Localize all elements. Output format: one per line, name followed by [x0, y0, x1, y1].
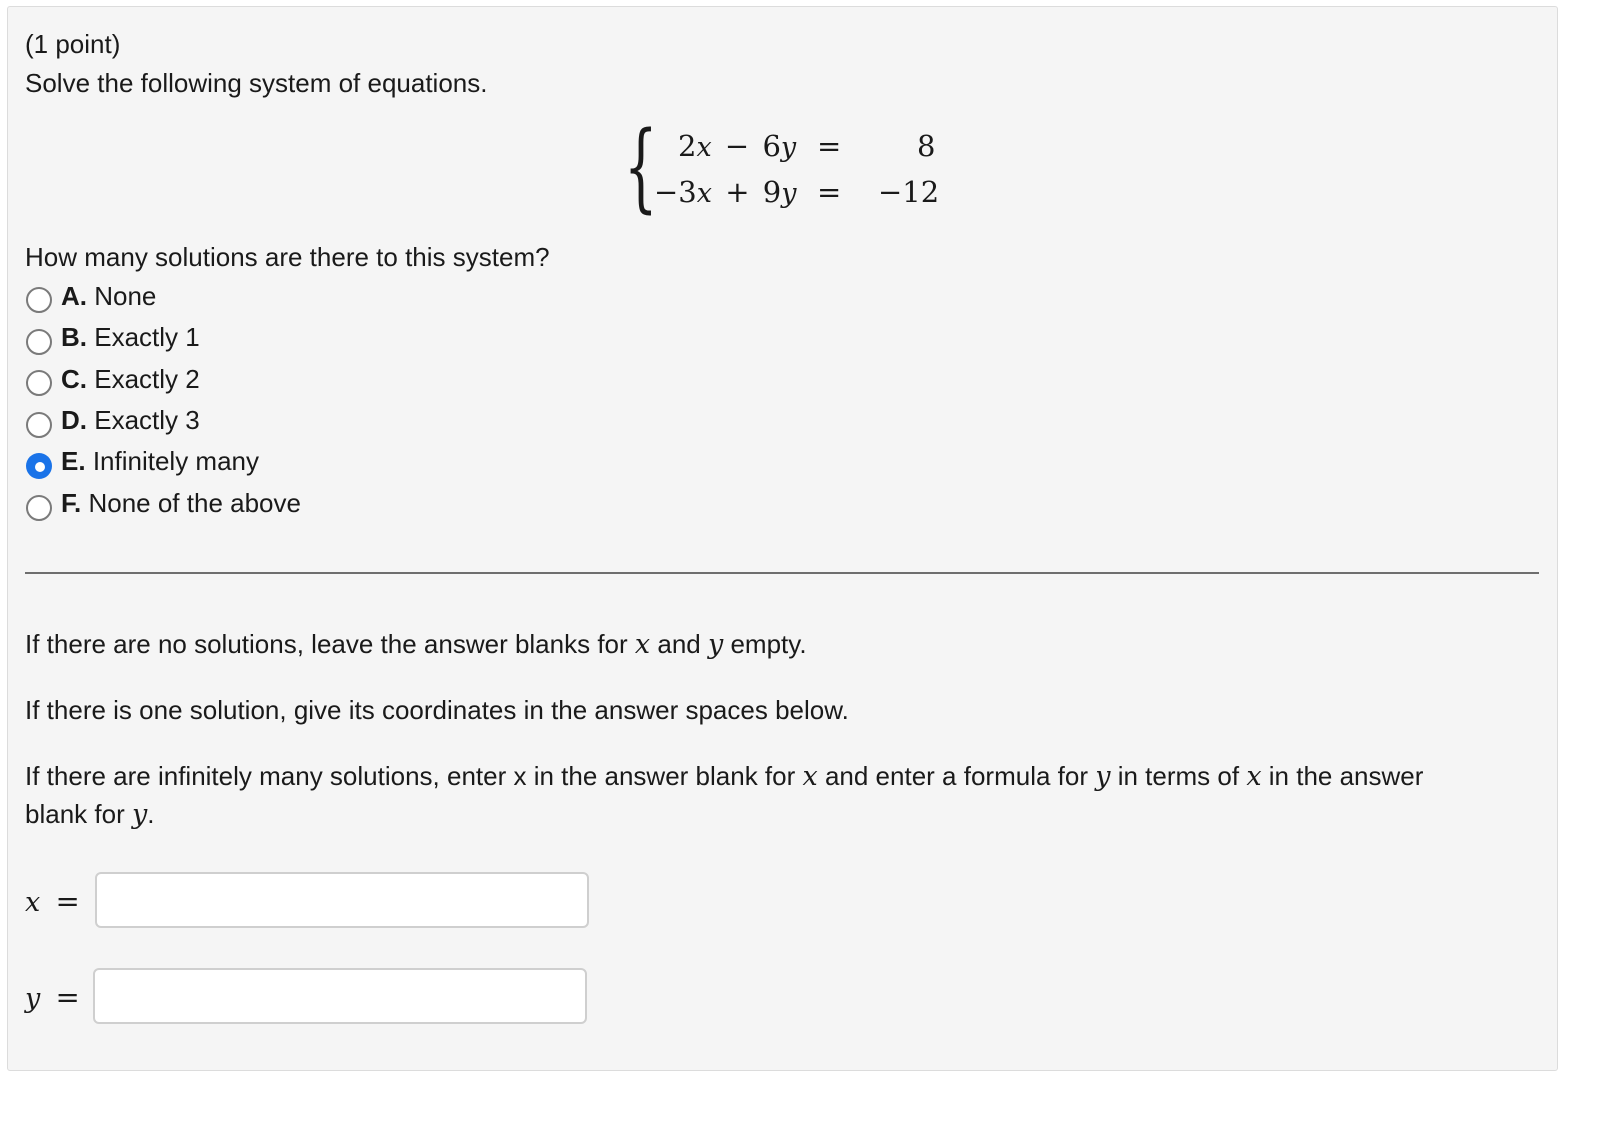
instr3-var-x2: x: [1246, 761, 1262, 792]
eq1-coef-x: 2: [678, 129, 697, 163]
radio-option-c[interactable]: [26, 370, 52, 396]
instr1-text-c: empty.: [723, 629, 807, 659]
instr1-text-a: If there are no solutions, leave the answer blanks for: [25, 629, 635, 659]
instr3-var-y2: y: [131, 799, 148, 830]
eq1-lhs: [678, 131, 796, 163]
instruction-one-solution: If there is one solution, give its coordinates in the answer spaces below.: [25, 695, 849, 725]
instr3-text-a: If there are infinitely many solutions, enter x in the answer blank for: [25, 761, 803, 791]
eq1-coef-y: 6: [762, 129, 781, 163]
option-e-letter: E.: [61, 446, 86, 476]
instr3-text-d: in the answer: [1261, 761, 1424, 791]
eq1-rhs: 8: [917, 129, 936, 163]
instr1-text-b: and: [650, 629, 708, 659]
radio-option-f[interactable]: [26, 495, 52, 521]
section-divider: [25, 572, 1539, 574]
option-e-label: Infinitely many: [92, 446, 259, 476]
instr3-text-c: in terms of: [1110, 761, 1247, 791]
option-d-letter: D.: [61, 405, 87, 435]
instr3-var-y: y: [1095, 761, 1111, 792]
eq1-operator: −: [724, 129, 750, 163]
eq1-var-x: x: [696, 132, 712, 163]
eq2-operator: +: [725, 175, 750, 209]
x-answer-label: [25, 886, 80, 918]
option-c-letter: C.: [61, 364, 87, 394]
x-answer-input[interactable]: [95, 872, 589, 928]
option-a-label: None: [94, 281, 157, 311]
problem-prompt: Solve the following system of equations.: [25, 68, 488, 98]
eq2-equals: =: [817, 175, 842, 209]
x-answer-equals: =: [55, 884, 80, 918]
y-answer-var: y: [25, 983, 41, 1014]
option-f-label: None of the above: [88, 488, 301, 518]
x-answer-var: x: [25, 887, 41, 918]
radio-option-d[interactable]: [26, 412, 52, 438]
instruction-infinite-line1: [25, 761, 1423, 792]
instruction-infinite-line2: [25, 799, 154, 830]
option-f-letter: F.: [61, 488, 82, 518]
eq2-lhs: [654, 177, 796, 209]
option-a-letter: A.: [61, 281, 87, 311]
instr1-var-x: x: [634, 629, 651, 660]
radio-option-e[interactable]: [26, 453, 52, 479]
instr3-var-x: x: [802, 761, 818, 792]
y-answer-input[interactable]: [93, 968, 587, 1024]
option-b-label: Exactly 1: [94, 322, 200, 352]
option-b-letter: B.: [61, 322, 87, 352]
y-answer-equals: =: [55, 980, 80, 1014]
y-answer-label: [25, 982, 80, 1014]
option-c-label: Exactly 2: [94, 364, 200, 394]
eq2-coef-x: −3: [654, 175, 697, 209]
eq1-equals: =: [817, 129, 842, 163]
eq2-rhs: −12: [878, 175, 940, 209]
instr3-text-e: blank for: [25, 799, 132, 829]
eq1-var-y: y: [780, 132, 797, 163]
left-brace-icon: {: [624, 111, 658, 223]
instr1-var-y: y: [707, 629, 724, 660]
problem-points: (1 point): [25, 29, 121, 59]
eq2-coef-y: 9: [762, 175, 782, 209]
radio-option-b[interactable]: [26, 329, 52, 355]
instr3-text-b: and enter a formula for: [817, 761, 1096, 791]
eq2-var-x: x: [696, 178, 712, 209]
instruction-no-solutions: [25, 629, 807, 660]
eq2-var-y: y: [781, 178, 797, 209]
instr3-text-f: .: [147, 799, 155, 829]
radio-option-a[interactable]: [26, 287, 52, 313]
question-text: How many solutions are there to this system?: [25, 242, 550, 272]
option-d-label: Exactly 3: [94, 405, 200, 435]
